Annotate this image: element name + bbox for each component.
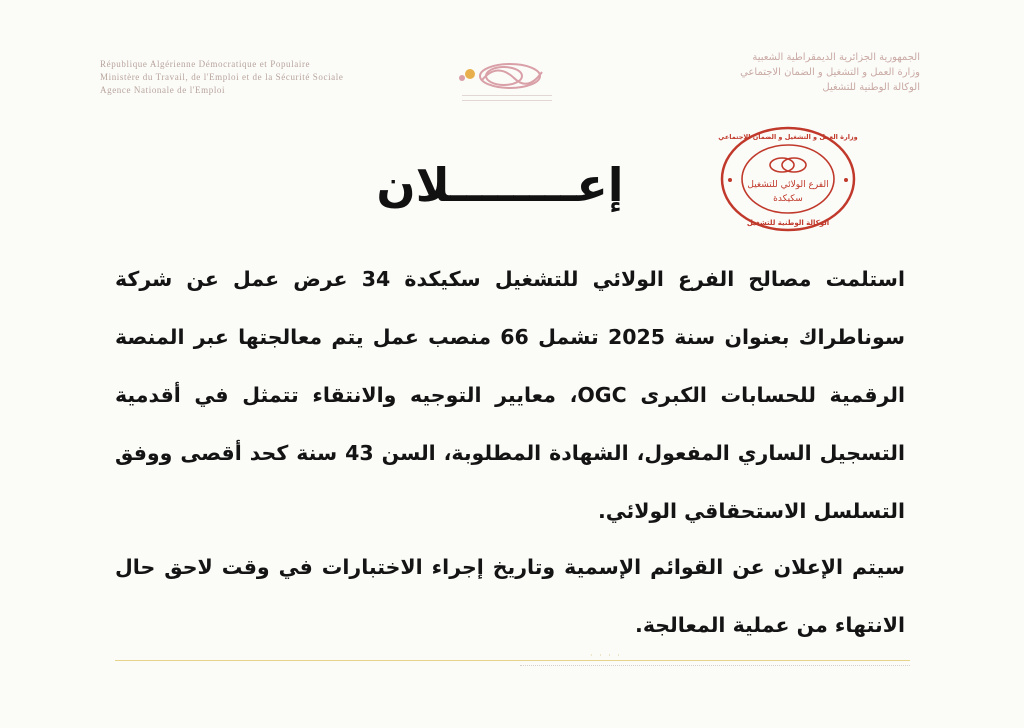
- stamp-inner-line-1: الفرع الولائي للتشغيل: [747, 180, 829, 190]
- header-ar-line-3: الوكالة الوطنية للتشغيل: [822, 82, 920, 93]
- footer-ornament: · · · ·: [590, 651, 622, 660]
- header-fr-line-3: Agence Nationale de l'Emploi: [100, 85, 226, 95]
- header-ar-line-1: الجمهورية الجزائرية الديمقراطية الشعبية: [752, 52, 920, 63]
- header-french: [100, 58, 430, 97]
- stamp-inner-line-2: سكيكدة: [773, 194, 803, 204]
- logo-caption-lines: [462, 95, 552, 101]
- official-stamp: [718, 125, 858, 233]
- stamp-outer-text: وزارة العمل و التشغيل و الضمان الاجتماعي: [718, 133, 858, 141]
- page-title: إعــــــــلان: [376, 158, 624, 212]
- header-fr-line-2: Ministère du Travail, de l'Emploi et de la Sécurité Sociale: [100, 72, 344, 82]
- footer-divider: [115, 660, 910, 661]
- paragraph-1: استلمت مصالح الفرع الولائي للتشغيل سكيكدة 34 عرض عمل عن شركة سوناطراك بعنوان سنة 2025 تشمل 66 منصب عمل يتم معالجتها عبر المنصة الرقمية للحسابات الكبرى OGC، معايير التوجيه والانتقاء تتمثل في أقدمية التسجيل الساري المفعول، الشهادة المطلوبة، السن 43 سنة كحد أقصى ووفق التسلسل الاستحقاقي الولائي.: [115, 267, 906, 523]
- announcement-body: [115, 250, 905, 654]
- header-fr-line-1: République Algérienne Démocratique et Populaire: [100, 59, 311, 69]
- footer-address-line: [520, 665, 910, 674]
- header-ar-line-2: وزارة العمل و التشغيل و الضمان الاجتماعي: [740, 67, 920, 78]
- stamp-bottom-text: الوكالة الوطنية للتشغيل: [746, 219, 830, 227]
- paragraph-2: سيتم الإعلان عن القوائم الإسمية وتاريخ إجراء الاختبارات في وقت لاحق حال الانتهاء من عملية المعالجة.: [115, 555, 905, 637]
- header-arabic: [590, 50, 920, 95]
